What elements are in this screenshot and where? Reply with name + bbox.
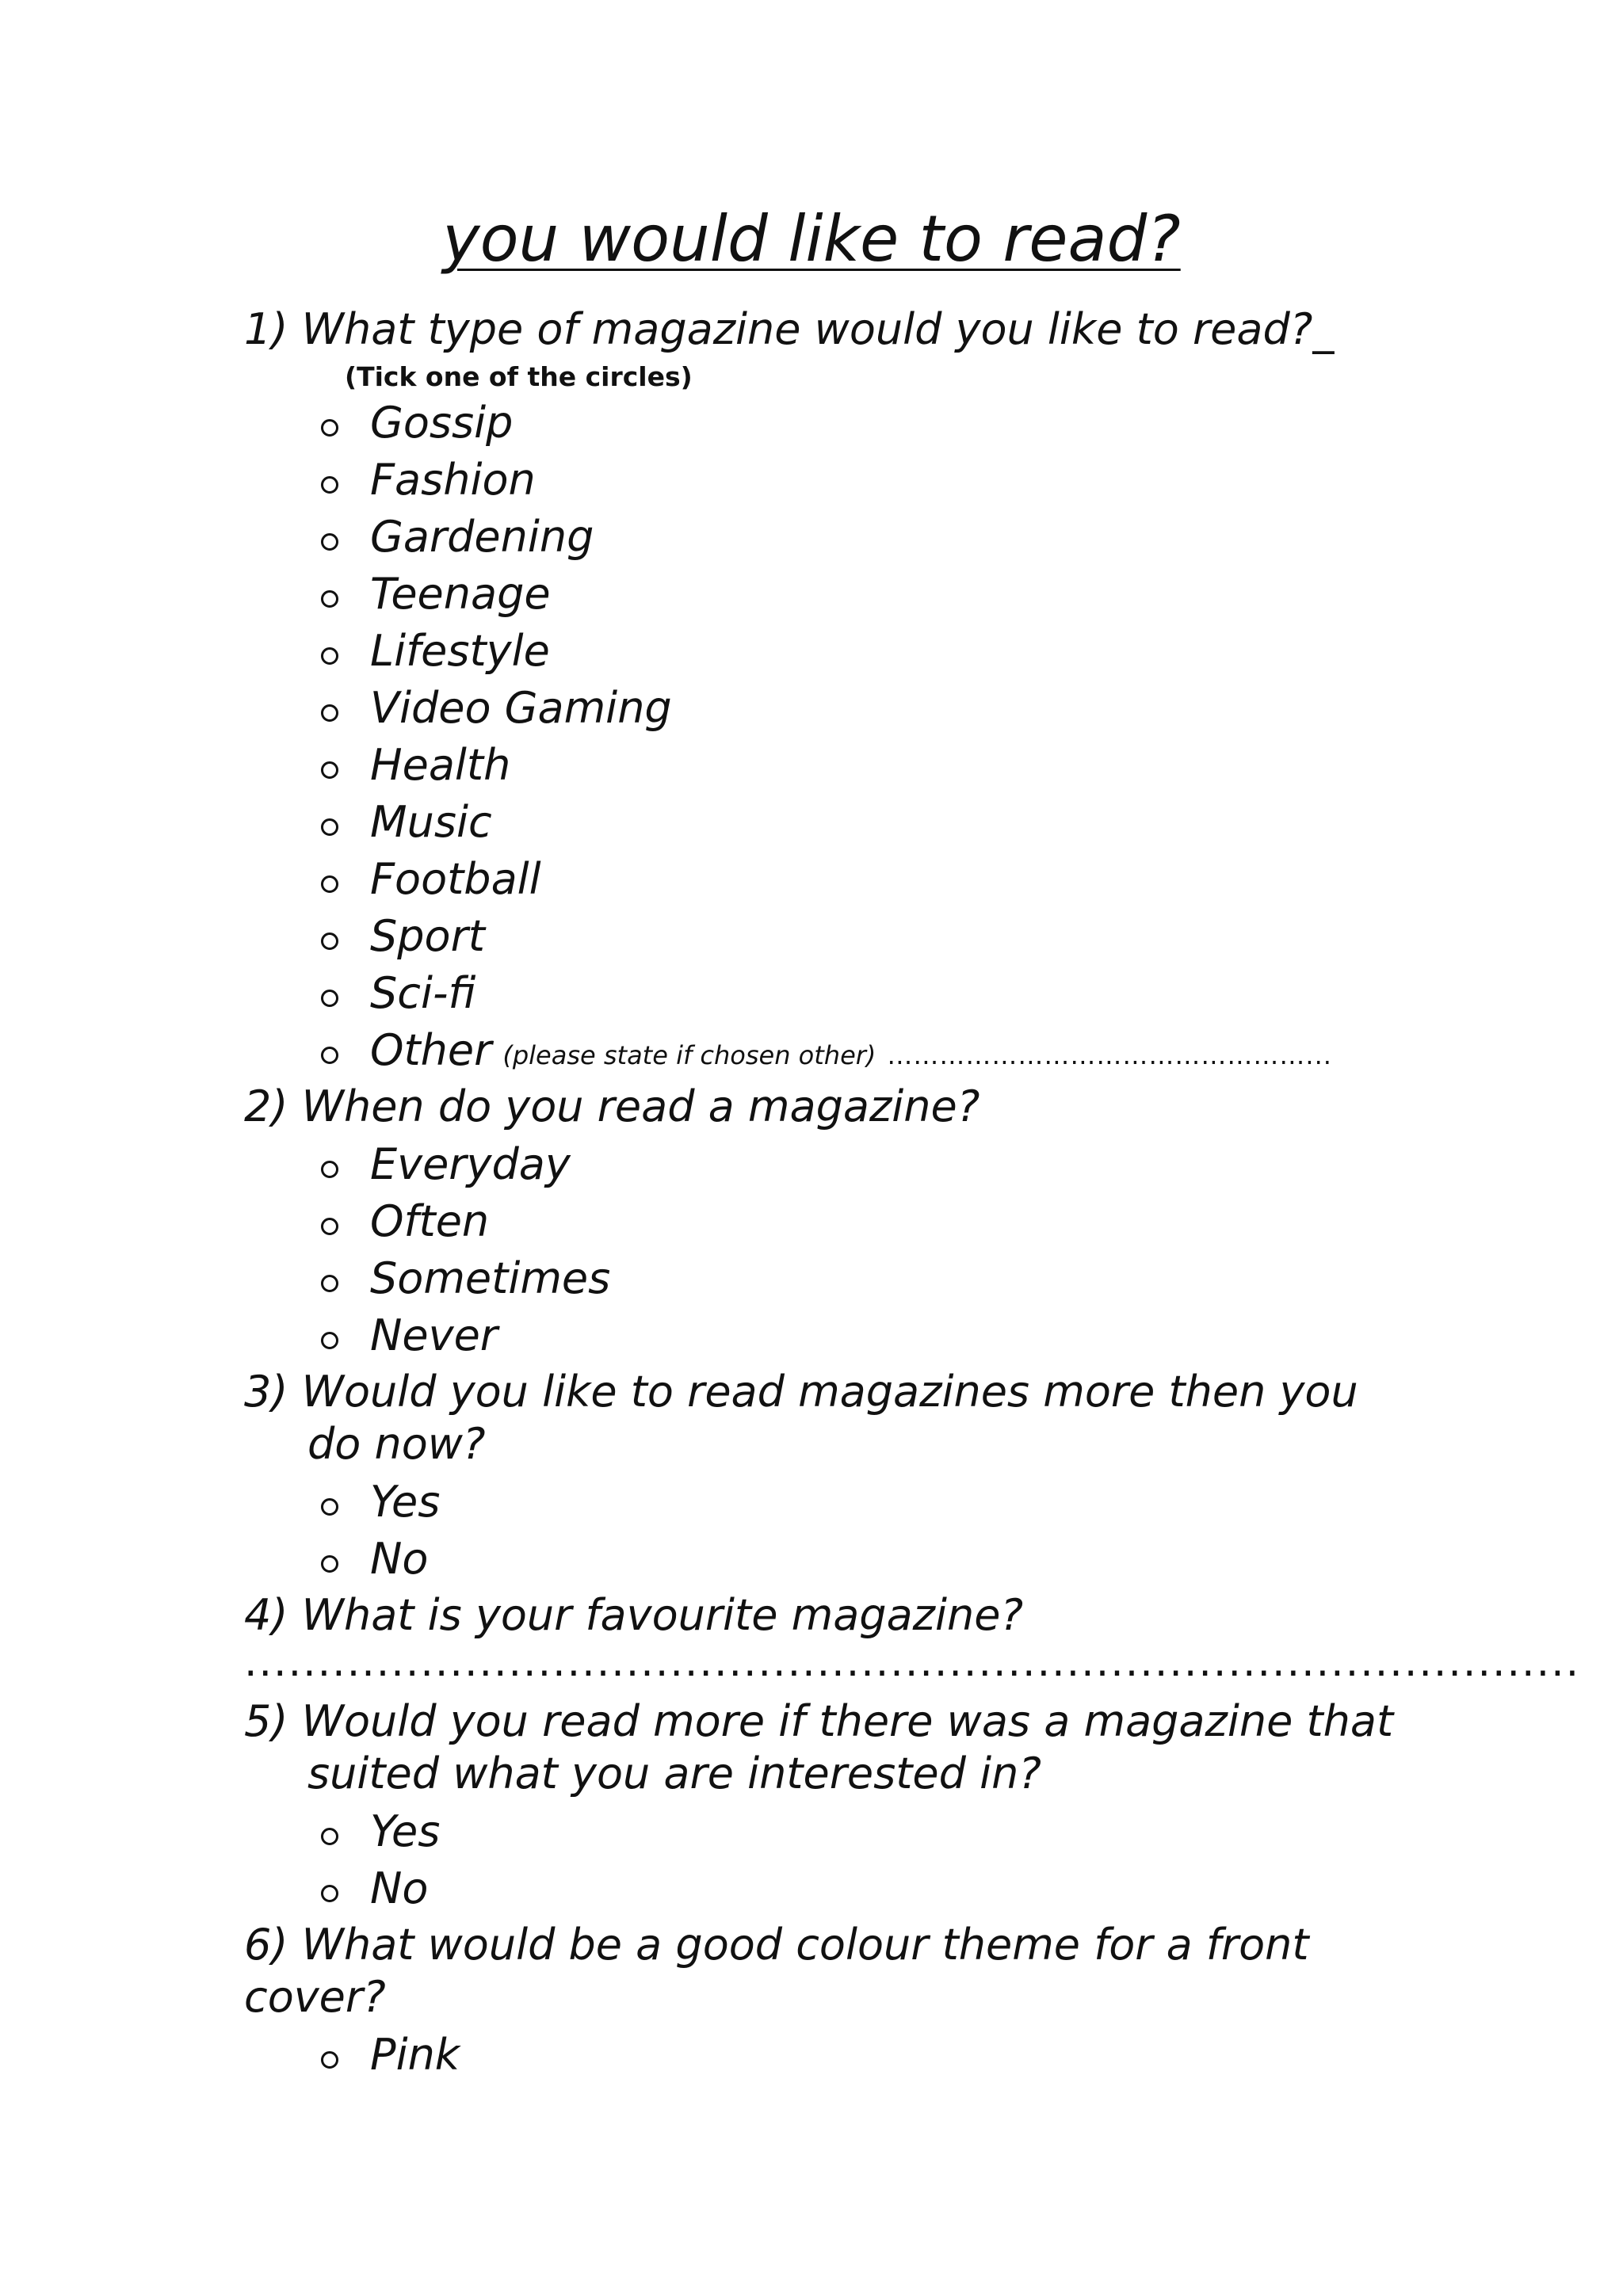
option-teenage[interactable] [321,567,551,620]
radio-circle-icon[interactable] [321,704,338,722]
option-label: Sci-fi [370,967,476,1018]
radio-circle-icon[interactable] [321,647,338,665]
other-answer-line[interactable]: …………………………………………... [887,1040,1332,1070]
radio-circle-icon[interactable] [321,1498,338,1516]
option-yes[interactable] [321,1805,440,1857]
option-label: Music [370,796,492,847]
question-3-line-2: do now? [307,1419,486,1469]
option-label: Gardening [370,511,594,562]
radio-circle-icon[interactable] [321,1332,338,1349]
radio-circle-icon[interactable] [321,1885,338,1902]
question-2: 2) When do you read a magazine? [244,1081,980,1131]
radio-circle-icon[interactable] [321,1555,338,1573]
option-pink[interactable] [321,2028,460,2081]
option-label: Video Gaming [370,682,672,733]
question-6-line-1: 6) What would be a good colour theme for a front [244,1920,1309,1970]
option-everyday[interactable] [321,1138,571,1190]
question-3-line-1: 3) Would you like to read magazines more then you [244,1367,1358,1417]
radio-circle-icon[interactable] [321,533,338,551]
option-gardening[interactable] [321,510,594,563]
radio-circle-icon[interactable] [321,1161,338,1178]
option-label: Yes [370,1806,441,1856]
option-gossip[interactable] [321,396,513,448]
option-label: Sometimes [370,1253,611,1303]
question-6 [244,1919,1309,2023]
option-label: Lifestyle [370,625,550,676]
question-1-instruction: (Tick one of the circles) [345,361,693,392]
question-5-line-1: 5) Would you read more if there was a magazine that [244,1696,1394,1746]
option-lifestyle[interactable] [321,624,550,677]
radio-circle-icon[interactable] [321,933,338,950]
radio-circle-icon[interactable] [321,476,338,494]
radio-circle-icon[interactable] [321,990,338,1007]
option-label: Everyday [370,1138,571,1189]
option-other[interactable] [321,1024,1332,1076]
option-football[interactable] [321,852,541,905]
option-no[interactable] [321,1532,428,1585]
radio-circle-icon[interactable] [321,419,338,437]
option-label: Gossip [370,397,514,448]
option-label: No [370,1863,429,1913]
option-sci-fi[interactable] [321,967,475,1019]
option-never[interactable] [321,1309,498,1361]
radio-circle-icon[interactable] [321,2051,338,2069]
option-label: Sport [370,910,485,961]
option-health[interactable] [321,738,510,791]
option-video-gaming[interactable] [321,681,672,734]
option-label: Yes [370,1476,441,1527]
option-often[interactable] [321,1195,489,1247]
radio-circle-icon[interactable] [321,875,338,893]
radio-circle-icon[interactable] [321,1275,338,1292]
option-sport[interactable] [321,910,485,962]
radio-circle-icon[interactable] [321,590,338,608]
radio-circle-icon[interactable] [321,761,338,779]
option-label: Fashion [370,454,536,505]
option-music[interactable] [321,795,492,848]
option-label: Football [370,853,541,904]
other-instruction: (please state if chosen other) [502,1040,876,1070]
option-fashion[interactable] [321,453,536,505]
question-3 [244,1366,1358,1470]
question-6-line-2: cover? [244,1972,386,2022]
question-5-line-2: suited what you are interested in? [307,1749,1041,1798]
question-4: 4) What is your favourite magazine? [244,1590,1024,1640]
option-label: Pink [370,2029,460,2080]
option-label: No [370,1533,429,1584]
radio-circle-icon[interactable] [321,818,338,836]
option-label: Other [370,1024,492,1075]
option-yes[interactable] [321,1475,440,1527]
option-label: Health [370,739,511,790]
favourite-magazine-answer-line[interactable]: ........................................................................................... [244,1638,1581,1686]
radio-circle-icon[interactable] [321,1218,338,1235]
radio-circle-icon[interactable] [321,1047,338,1064]
question-5 [244,1695,1393,1800]
option-no[interactable] [321,1862,428,1914]
option-label: Often [370,1196,490,1246]
option-sometimes[interactable] [321,1252,610,1304]
option-label: Teenage [370,568,551,619]
option-label: Never [370,1310,498,1360]
radio-circle-icon[interactable] [321,1828,338,1845]
question-1: 1) What type of magazine would you like to read?_ [244,304,1335,354]
page-title: you would like to read? [442,202,1181,276]
